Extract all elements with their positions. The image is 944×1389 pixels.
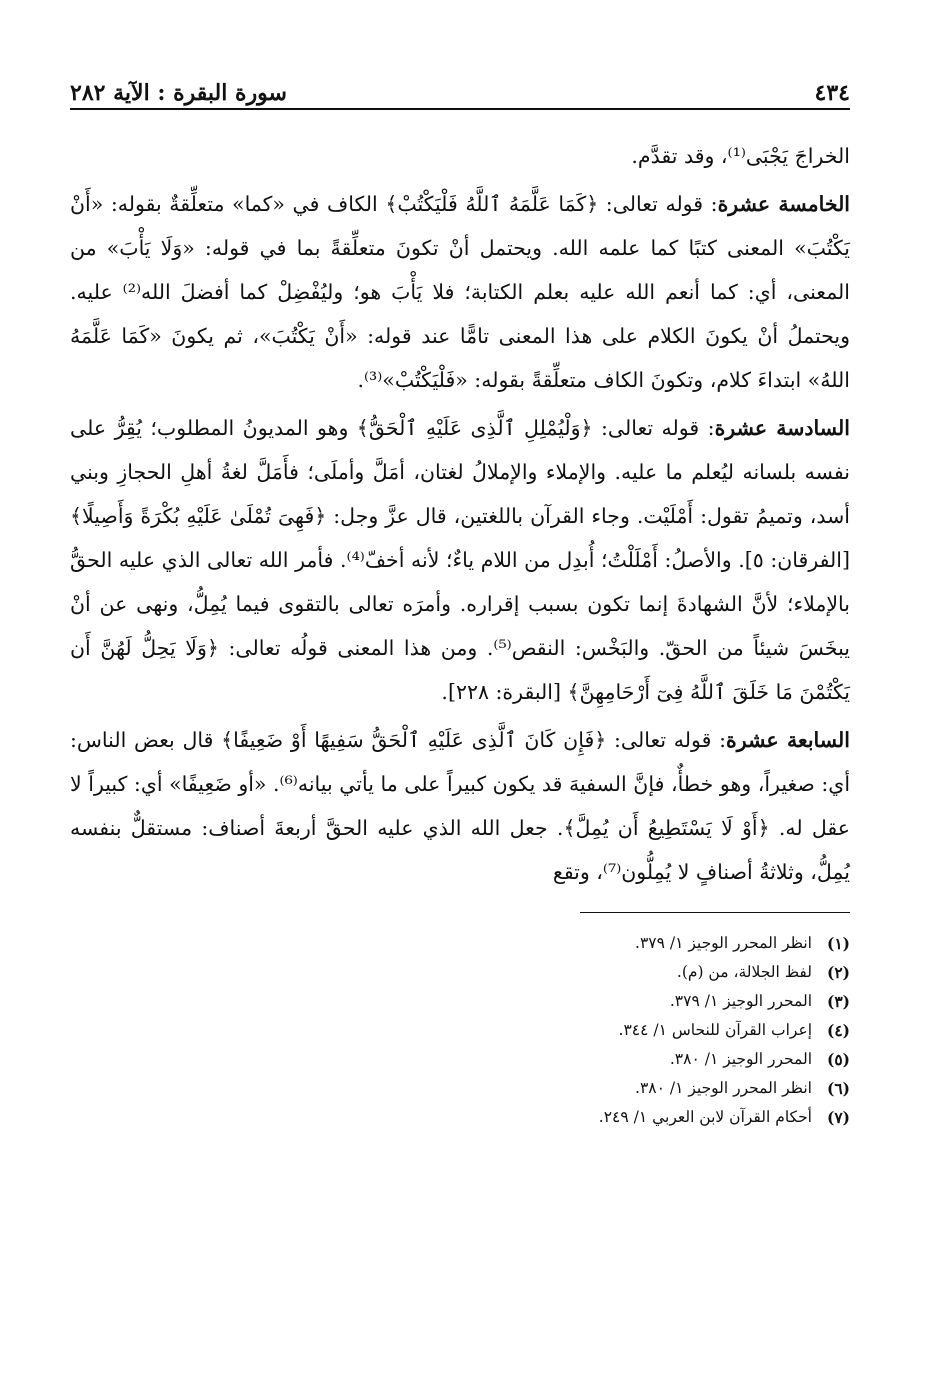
footnotes [70,929,850,1132]
paragraph [70,182,850,402]
footnote [70,1016,850,1045]
footnote-text: أحكام القرآن لابن العربي ١/ ٢٤٩. [598,1108,812,1126]
paragraph [70,718,850,894]
footnote-number: (٢) [826,963,850,982]
footnote-text: انظر المحرر الوجيز ١/ ٣٧٩. [635,934,812,952]
paragraph [70,134,850,178]
paragraph-text: : قوله تعالى: ﴿فَإِن كَانَ ٱلَّذِى عَلَيْهِ ٱلْحَقُّ سَفِيهًا أَوْ ضَعِيفًا﴾ قال بعض الناس: أي: صغيراً، وهو خطأٌ، فإنَّ السفيهَ قد يكون كبيراً على ما يأتي بيانه⁽⁶⁾. «أو ضَعِيفًا» أي: كبيراً لا عقل له. ﴿أَوْ لَا يَسْتَطِيعُ أَن يُمِلَّ﴾. جعل الله الذي عليه الحقَّ أربعةَ أصناف: مستقلٌّ بنفسه يُمِلُّ، وثلاثةُ أصنافٍ لا يُمِلُّون⁽⁷⁾، وتقع [70,728,851,884]
book-page [70,70,850,1350]
header-rule [70,108,850,110]
footnote [70,929,850,958]
footnote-number: (٥) [826,1050,850,1069]
paragraph-text: : قوله تعالى: ﴿كَمَا عَلَّمَهُ ٱللَّهُ فَلْيَكْتُبْ﴾ الكاف في «كما» متعلِّقةٌ بقوله: «أَنْ يَكْتُبَ» المعنى كتبًا كما علمه الله. ويحتمل أنْ تكونَ متعلِّقةً بما في قوله: «وَلَا يَأْبَ» من المعنى، أي: كما أنعم الله عليه بعلم الكتابة؛ فلا يَأْبَ هو؛ وليُفْضِلْ كما أفضلَ الله⁽²⁾ عليه. ويحتملُ أنْ يكونَ الكلام على هذا المعنى تامًّا عند قوله: «أَنْ يَكْتُبَ»، ثم يكونَ «كَمَا عَلَّمَهُ اللهُ» ابتداءَ كلام، وتكونَ الكاف متعلِّقةً بقوله: «فَلْيَكْتُبْ»⁽³⁾. [70,192,850,392]
footnote [70,987,850,1016]
footnote [70,1045,850,1074]
page-number: ٤٣٤ [814,80,850,106]
paragraph-heading: السادسة عشرة [714,416,850,440]
paragraph-heading: السابعة عشرة [726,728,850,752]
footnote [70,1074,850,1103]
footnote-number: (٣) [826,992,850,1011]
footnote [70,1103,850,1132]
footnote-text: انظر المحرر الوجيز ١/ ٣٨٠. [635,1079,812,1097]
footnote-number: (١) [826,934,850,953]
paragraph-heading: الخامسة عشرة [717,192,851,216]
paragraph [70,406,850,714]
footnote-number: (٤) [826,1021,850,1040]
footnote-number: (٦) [826,1079,850,1098]
footnote [70,958,850,987]
running-header [70,70,850,106]
footnote-text: المحرر الوجيز ١/ ٣٧٩. [669,992,812,1010]
footnote-separator [580,912,850,913]
footnote-text: المحرر الوجيز ١/ ٣٨٠. [669,1050,812,1068]
footnote-text: إعراب القرآن للنحاس ١/ ٣٤٤. [618,1021,812,1039]
paragraph-text: : قوله تعالى: ﴿وَلْيُمْلِلِ ٱلَّذِى عَلَيْهِ ٱلْحَقُّ﴾ وهو المديونُ المطلوب؛ يُقِرُّ على نفسه بلسانه ليُعلم ما عليه. والإملاء والإملالُ لغتان، أمَلَّ وأملَى؛ فأَمَلَّ لغةُ أهلِ الحجازِ وبني أسد، وتميمُ تقول: أَمْلَيْت. وجاء القرآن باللغتين، قال عزَّ وجل: ﴿فَهِىَ تُمْلَىٰ عَلَيْهِ بُكْرَةً وَأَصِيلًا﴾ [الفرقان: ٥]. والأصلُ: أَمْلَلْتُ؛ أُبدِل من اللام ياءٌ؛ لأنه أخفّ⁽⁴⁾. فأمر الله تعالى الذي عليه الحقُّ بالإملاء؛ لأنَّ الشهادةَ إنما تكون بسبب إقراره. وأمرَه تعالى بالتقوى فيما يُمِلُّ، ونهى عن أنْ يبخَسَ شيئاً من الحقّ. والبَخْس: النقص⁽⁵⁾. ومن هذا المعنى قولُه تعالى: ﴿وَلَا يَحِلُّ لَهُنَّ أَن يَكْتُمْنَ مَا خَلَقَ ٱللَّهُ فِىٓ أَرْحَامِهِنَّ﴾ [البقرة: ٢٢٨]. [70,416,851,704]
running-title: سورة البقرة : الآية ٢٨٢ [70,80,287,106]
main-text [70,134,850,894]
footnote-number: (٧) [826,1108,850,1127]
paragraph-text: الخراجَ يَجْبَى⁽¹⁾، وقد تقدَّم. [631,144,850,168]
footnote-text: لفظ الجلالة، من (م). [676,963,812,981]
